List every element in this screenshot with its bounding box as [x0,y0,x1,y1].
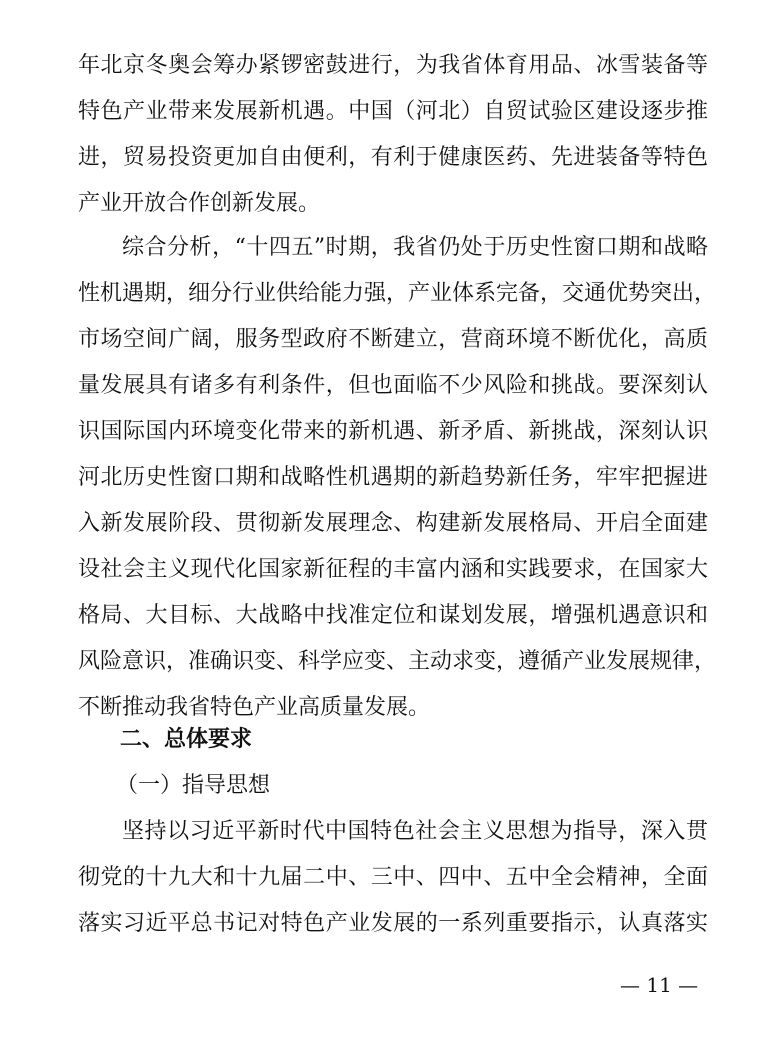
paragraph-line: 不断推动我省特色产业高质量发展。 [78,695,431,720]
paragraph-line: 河北历史性窗口期和战略性机遇期的新趋势新任务，牢牢把握进 [78,465,708,490]
paragraph-line: 格局、大目标、大战略中找准定位和谋划发展，增强机遇意识和 [78,603,708,628]
paragraph-line: 设社会主义现代化国家新征程的丰富内涵和实践要求，在国家大 [78,557,708,582]
page-number: — 11 — [620,973,699,997]
paragraph-line: 特色产业带来发展新机遇。中国（河北）自贸试验区建设逐步推 [78,99,708,124]
paragraph-line: 彻党的十九大和十九届二中、三中、四中、五中全会精神，全面 [78,865,708,890]
paragraph-line: 性机遇期，细分行业供给能力强，产业体系完备，交通优势突出， [78,281,717,306]
paragraph-line: 进，贸易投资更加自由便利，有利于健康医药、先进装备等特色 [78,145,708,170]
paragraph-line: 落实习近平总书记对特色产业发展的一系列重要指示，认真落实 [78,911,708,936]
paragraph-line: 综合分析，“十四五”时期，我省仍处于历史性窗口期和战略 [122,235,708,260]
paragraph-line: 坚持以习近平新时代中国特色社会主义思想为指导，深入贯 [122,819,708,844]
paragraph-line: 年北京冬奥会筹办紧锣密鼓进行，为我省体育用品、冰雪装备等 [78,53,708,78]
paragraph-line: 入新发展阶段、贯彻新发展理念、构建新发展格局、开启全面建 [78,511,708,536]
section-heading: 二、总体要求 [120,727,253,752]
subsection-heading: （一）指导思想 [116,773,271,798]
paragraph-line: 产业开放合作创新发展。 [78,191,321,216]
paragraph-line: 识国际国内环境变化带来的新机遇、新矛盾、新挑战，深刻认识 [78,419,708,444]
paragraph-line: 市场空间广阔，服务型政府不断建立，营商环境不断优化，高质 [78,327,708,352]
paragraph-line: 风险意识，准确识变、科学应变、主动求变，遵循产业发展规律， [78,649,717,674]
paragraph-line: 量发展具有诸多有利条件，但也面临不少风险和挑战。要深刻认 [78,373,708,398]
